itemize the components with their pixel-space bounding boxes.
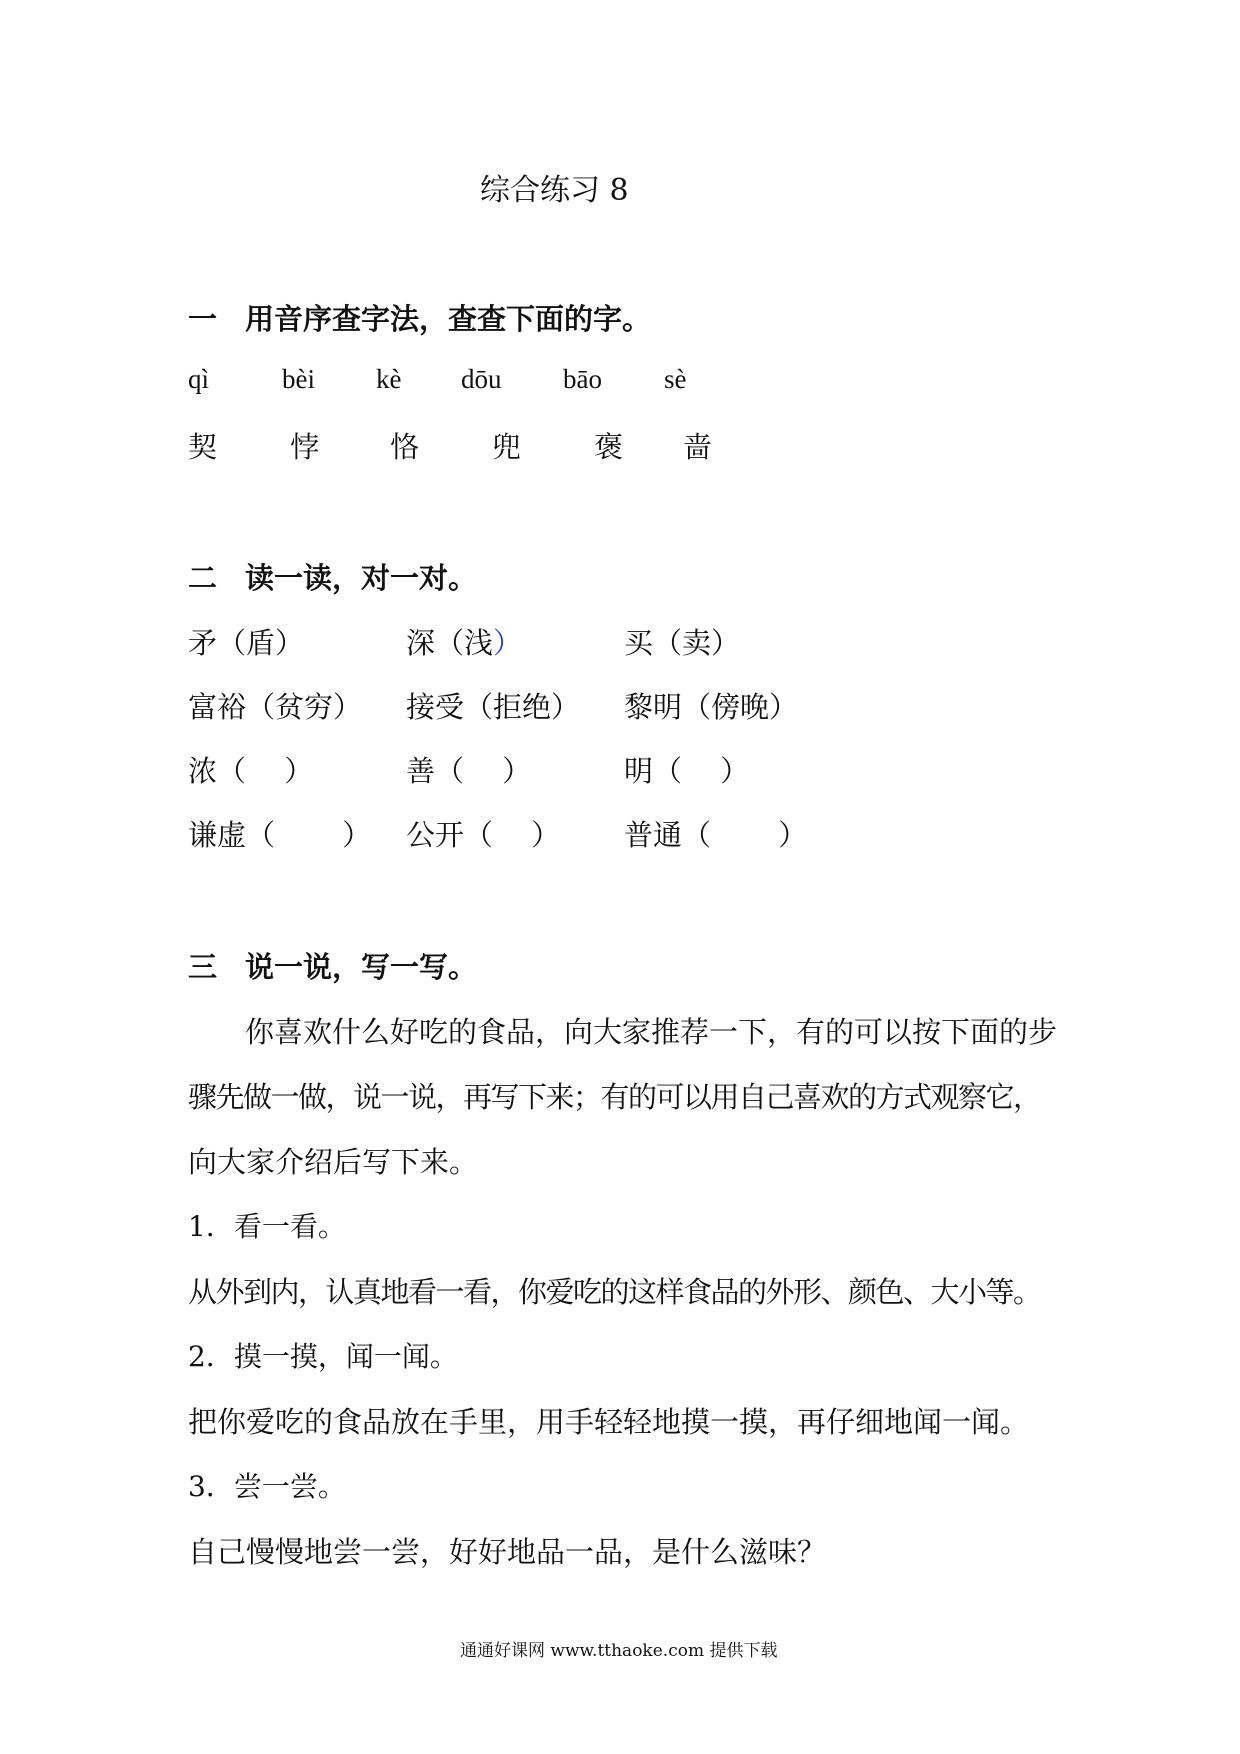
section3-number: 三: [188, 950, 218, 984]
lookup-char: 恪: [390, 430, 420, 464]
pinyin-item: dōu: [461, 364, 502, 394]
antonym-blank: 明（ ）: [624, 754, 750, 788]
pinyin-item: bèi: [282, 364, 315, 394]
step-text: 从外到内，认真地看一看，你爱吃的这样食品的外形、颜色、大小等。: [188, 1275, 1041, 1309]
step-title: 1．看一看。: [188, 1210, 346, 1243]
lookup-char: 啬: [683, 430, 713, 464]
lookup-char: 悖: [290, 430, 320, 464]
section1-heading: 用音序查字法，查查下面的字。: [245, 302, 652, 336]
blue-paren: ）: [493, 626, 523, 660]
antonym-pair: 矛（盾）: [188, 626, 305, 660]
section3-heading: 说一说，写一写。: [245, 950, 478, 984]
antonym-pair: 深（浅）: [406, 626, 523, 660]
antonym-pair: 买（卖）: [624, 626, 741, 660]
pinyin-item: bāo: [563, 364, 602, 394]
antonym-blank: 谦虚（ ）: [188, 818, 372, 852]
lookup-char: 兜: [492, 430, 522, 464]
intro-line: 你喜欢什么好吃的食品，向大家推荐一下，有的可以按下面的步: [245, 1015, 1058, 1049]
antonym-pair: 黎明（傍晚）: [624, 690, 799, 724]
pinyin-item: qì: [188, 364, 210, 394]
intro-line: 向大家介绍后写下来。: [188, 1145, 479, 1179]
antonym-blank: 浓（ ）: [188, 754, 314, 788]
intro-line: 骤先做一做，说一说，再写下来；有的可以用自己喜欢的方式观察它，: [188, 1080, 1041, 1114]
antonym-pair: 接受（拒绝）: [406, 690, 581, 724]
section2-number: 二: [188, 561, 218, 595]
pinyin-item: kè: [376, 364, 402, 394]
step-title: 3．尝一尝。: [188, 1470, 346, 1503]
lookup-char: 褒: [594, 430, 624, 464]
lookup-char: 契: [188, 430, 218, 464]
antonym-blank: 普通（ ）: [624, 818, 808, 852]
section2-heading: 读一读，对一对。: [245, 561, 478, 595]
pinyin-item: sè: [664, 364, 687, 394]
step-title: 2．摸一摸，闻一闻。: [188, 1340, 458, 1373]
step-text: 把你爱吃的食品放在手里，用手轻轻地摸一摸，再仔细地闻一闻。: [188, 1405, 1030, 1439]
step-text: 自己慢慢地尝一尝，好好地品一品，是什么滋味？: [188, 1535, 827, 1569]
footer-credit: 通通好课网 www.tthaoke.com 提供下载: [460, 1641, 778, 1661]
page-title: 综合练习 8: [480, 173, 629, 208]
antonym-blank: 公开（ ）: [406, 818, 561, 852]
antonym-blank: 善（ ）: [406, 754, 532, 788]
antonym-pair: 富裕（贫穷）: [188, 690, 363, 724]
section1-number: 一: [188, 302, 218, 336]
